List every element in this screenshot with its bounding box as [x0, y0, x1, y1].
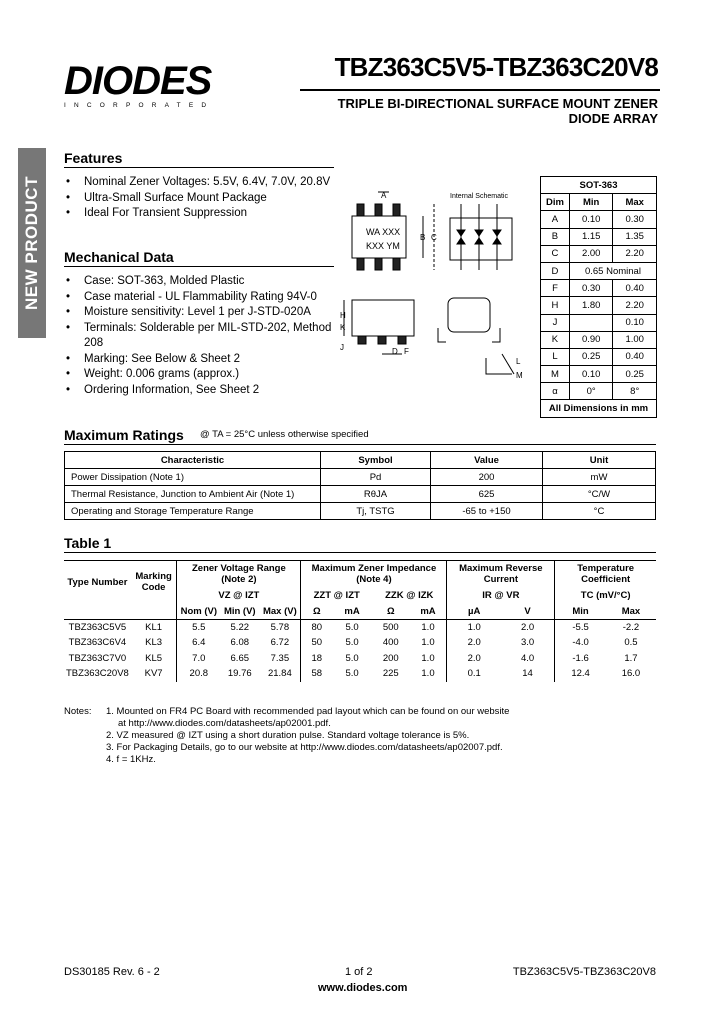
sot-row — [541, 297, 657, 314]
sot-cell — [569, 314, 613, 331]
mr-cell: Pd — [321, 469, 431, 486]
features-title: Features — [64, 150, 123, 166]
dim-label-l: L — [516, 357, 521, 366]
mechanical-item: • Marking: See Below & Sheet 2 — [64, 352, 344, 368]
title-rule — [300, 89, 660, 91]
t1-cell: 1.7 — [624, 652, 638, 664]
feature-item: • Ultra-Small Surface Mount Package — [64, 191, 354, 207]
footer-website-link[interactable]: www.diodes.com — [318, 982, 408, 994]
sot-cell: K — [541, 331, 570, 348]
t1-unit: Min (V) — [220, 604, 259, 620]
dim-label-a: A — [381, 191, 387, 200]
t1-head-zener-sub: VZ @ IZT — [177, 587, 301, 604]
sot-row — [541, 366, 657, 383]
sot-cell: 0.25 — [613, 366, 657, 383]
sot-cell: 0.30 — [569, 280, 613, 297]
t1-cell: -1.6 — [555, 651, 606, 667]
sot-cell: H — [541, 297, 570, 314]
sot-cell: 0.40 — [613, 348, 657, 365]
mr-row — [65, 486, 656, 503]
t1-cell: 20.8 — [177, 666, 220, 682]
t1-unit: Ω — [301, 604, 332, 620]
mr-cell: °C/W — [543, 486, 656, 503]
sot-row — [541, 280, 657, 297]
t1-cell: 6.4 — [177, 635, 220, 651]
t1-cell: 5.0 — [345, 637, 359, 649]
t1-cell: 400 — [382, 637, 399, 649]
mechanical-item: • Weight: 0.006 grams (approx.) — [64, 367, 344, 383]
dim-label-d: D — [392, 347, 398, 356]
t1-cell: 5.0 — [345, 668, 359, 680]
t1-head-impedance: Maximum Zener Impedance (Note 4) — [301, 561, 447, 587]
t1-cell: 1.0 — [421, 637, 435, 649]
sot-head-max: Max — [613, 194, 657, 211]
mechanical-item: • Ordering Information, See Sheet 2 — [64, 383, 344, 399]
t1-cell: TBZ363C6V4 — [68, 637, 127, 649]
sot-cell: 2.20 — [613, 297, 657, 314]
footer-page-number: 1 of 2 — [345, 966, 373, 978]
sot-title: SOT-363 — [541, 177, 657, 194]
sot-row — [541, 348, 657, 365]
mr-cell: °C — [543, 503, 656, 520]
table1 — [64, 560, 656, 682]
t1-cell: 4.0 — [520, 652, 535, 664]
t1-cell: 5.0 — [345, 652, 359, 664]
t1-cell: 500 — [382, 622, 399, 633]
dim-label-j: J — [340, 343, 344, 352]
t1-cell: 6.72 — [270, 637, 290, 649]
t1-cell: 5.78 — [270, 622, 290, 633]
sot-cell: 0.10 — [569, 211, 613, 228]
t1-unit: mA — [332, 604, 372, 620]
sot-row — [541, 245, 657, 262]
feature-item: • Ideal For Transient Suppression — [64, 206, 354, 222]
sot-cell: 0.10 — [613, 314, 657, 331]
note-item: at http://www.diodes.com/datasheets/ap02001.pdf. — [118, 718, 331, 729]
mr-head-value: Value — [431, 452, 543, 469]
t1-cell: 2.0 — [447, 651, 501, 667]
t1-cell: 6.08 — [230, 637, 250, 649]
t1-cell: 2.0 — [447, 635, 501, 651]
t1-head-marking: Marking Code — [131, 561, 177, 604]
mechanical-rule — [64, 266, 334, 267]
t1-head-reverse-sub: IR @ VR — [447, 587, 555, 604]
max-ratings-title: Maximum Ratings — [64, 427, 184, 443]
sot-row — [541, 228, 657, 245]
t1-head-type: Type Number — [64, 561, 131, 604]
features-list — [64, 175, 354, 222]
sot-cell: M — [541, 366, 570, 383]
mechanical-item: • Terminals: Solderable per MIL-STD-202, Method 208 — [64, 321, 344, 352]
t1-cell: TBZ363C7V0 — [68, 652, 127, 664]
t1-cell: 18 — [301, 651, 332, 667]
dim-label-m: M — [516, 371, 523, 380]
mechanical-item: • Moisture sensitivity: Level 1 per J-STD-020A — [64, 305, 344, 321]
t1-head-temp: Temperature Coefficient — [555, 561, 656, 587]
table-row — [64, 620, 656, 636]
t1-unit: V — [501, 604, 555, 620]
t1-cell: 7.35 — [270, 652, 290, 664]
mr-cell: Thermal Resistance, Junction to Ambient Air (Note 1) — [65, 486, 321, 503]
note-item: 3. For Packaging Details, go to our website at http://www.diodes.com/datasheets/ap02007.pdf. — [106, 742, 503, 753]
t1-head-zzk: ZZK @ IZK — [385, 589, 434, 601]
sot-row — [541, 211, 657, 228]
mr-cell: Tj, TSTG — [321, 503, 431, 520]
sot-cell: 1.80 — [569, 297, 613, 314]
note-item: 2. VZ measured @ IZT using a short duration pulse. Standard voltage tolerance is 5%. — [106, 730, 470, 741]
schematic-label: Internal Schematic — [450, 193, 508, 200]
sot-head-min: Min — [569, 194, 613, 211]
sot-cell: 2.20 — [613, 245, 657, 262]
t1-cell: 2.0 — [520, 622, 535, 633]
table1-rule — [64, 552, 656, 553]
sot-row — [541, 314, 657, 331]
t1-cell: 3.0 — [520, 637, 535, 649]
t1-cell: 7.0 — [177, 651, 220, 667]
t1-head-reverse: Maximum Reverse Current — [447, 561, 555, 587]
mechanical-title: Mechanical Data — [64, 249, 174, 265]
t1-cell: TBZ363C5V5 — [68, 622, 127, 633]
t1-cell: -5.5 — [555, 620, 606, 636]
mr-head-symbol: Symbol — [321, 452, 431, 469]
max-ratings-rule — [64, 444, 656, 445]
sot-cell: 0.30 — [613, 211, 657, 228]
t1-cell: 14 — [522, 668, 533, 680]
t1-cell: TBZ363C20V8 — [66, 668, 129, 680]
t1-cell: -4.0 — [555, 635, 606, 651]
internal-schematic-diagram — [450, 204, 512, 270]
sot-cell: 0.65 Nominal — [569, 262, 656, 279]
sot-cell: J — [541, 314, 570, 331]
sot-row — [541, 383, 657, 400]
note-item: 1. Mounted on FR4 PC Board with recommended pad layout which can be found on our website — [106, 706, 510, 717]
t1-cell: 80 — [301, 620, 332, 636]
t1-cell: 16.0 — [621, 668, 641, 680]
t1-cell: 1.0 — [421, 668, 435, 680]
subtitle-line1: TRIPLE BI-DIRECTIONAL SURFACE MOUNT ZENER — [337, 96, 658, 111]
t1-cell: 1.0 — [447, 620, 501, 636]
dim-label-k: K — [340, 323, 346, 332]
sot-cell: 1.00 — [613, 331, 657, 348]
features-rule — [64, 167, 334, 168]
t1-head-zzt: ZZT @ IZT — [301, 587, 372, 604]
notes-list — [106, 706, 666, 766]
mr-head-characteristic: Characteristic — [65, 452, 321, 469]
sot363-dimension-table — [540, 176, 657, 418]
t1-cell: 1.0 — [421, 652, 435, 664]
dim-label-f: F — [404, 347, 409, 356]
t1-cell: 12.4 — [555, 666, 606, 682]
subtitle-line2: DIODE ARRAY — [568, 111, 658, 126]
sot-cell: C — [541, 245, 570, 262]
t1-cell: KL5 — [145, 652, 163, 664]
t1-unit: Max (V) — [259, 604, 301, 620]
t1-cell: 19.76 — [227, 668, 252, 680]
diodes-logo — [64, 59, 224, 112]
sot-cell: F — [541, 280, 570, 297]
mr-cell: Operating and Storage Temperature Range — [65, 503, 321, 520]
t1-cell: 21.84 — [267, 668, 292, 680]
t1-unit: Ω — [372, 604, 410, 620]
side-view — [344, 300, 414, 354]
t1-cell: 5.5 — [177, 620, 220, 636]
mechanical-item: • Case material - UL Flammability Rating 94V-0 — [64, 290, 344, 306]
note-item: 4. f = 1KHz. — [106, 754, 156, 765]
sot-row — [541, 331, 657, 348]
marking-line2: KXX YM — [366, 241, 400, 251]
t1-unit: Min — [555, 604, 606, 620]
footer-part-number: TBZ363C5V5-TBZ363C20V8 — [512, 966, 656, 978]
page-title: TBZ363C5V5-TBZ363C20V8 — [334, 52, 658, 82]
logo-word: DIODES — [64, 59, 212, 103]
feature-item: • Nominal Zener Voltages: 5.5V, 6.4V, 7.0V, 20.8V — [64, 175, 354, 191]
sot-cell: B — [541, 228, 570, 245]
mr-row — [65, 503, 656, 520]
notes-label: Notes: — [64, 706, 92, 717]
t1-cell: -2.2 — [622, 622, 640, 633]
dim-label-b: B — [420, 233, 426, 242]
sot-cell: 0° — [569, 383, 613, 400]
mr-cell: 625 — [431, 486, 543, 503]
sot-cell: α — [541, 383, 570, 400]
t1-cell: 58 — [301, 666, 332, 682]
table-row — [64, 651, 656, 667]
footer-doc-number: DS30185 Rev. 6 - 2 — [64, 966, 160, 978]
mr-cell: -65 to +150 — [431, 503, 543, 520]
sot-cell: L — [541, 348, 570, 365]
t1-cell: KL1 — [145, 622, 163, 633]
t1-cell: 50 — [301, 635, 332, 651]
table-row — [64, 666, 656, 682]
mr-cell: Power Dissipation (Note 1) — [65, 469, 321, 486]
new-product-banner — [18, 148, 46, 338]
t1-cell: 5.0 — [345, 622, 359, 633]
mr-cell: 200 — [431, 469, 543, 486]
t1-cell: KV7 — [144, 668, 163, 680]
sot-cell: 0.10 — [569, 366, 613, 383]
mechanical-list — [64, 274, 344, 398]
t1-head-zener: Zener Voltage Range (Note 2) — [177, 561, 301, 587]
sot-cell: 1.15 — [569, 228, 613, 245]
sot-cell: D — [541, 262, 570, 279]
max-ratings-table — [64, 451, 656, 520]
sot-cell: 8° — [613, 383, 657, 400]
t1-unit: mA — [410, 604, 447, 620]
table-row — [64, 635, 656, 651]
t1-unit: Max — [606, 604, 656, 620]
sot-head-dim: Dim — [541, 194, 570, 211]
sot-cell: 1.35 — [613, 228, 657, 245]
t1-cell: 6.65 — [230, 652, 250, 664]
mr-row — [65, 469, 656, 486]
t1-cell: 200 — [382, 652, 399, 664]
t1-cell: 225 — [382, 668, 399, 680]
t1-unit: Nom (V) — [177, 604, 220, 620]
max-ratings-condition: @ TA = 25°C unless otherwise specified — [200, 429, 369, 440]
dim-label-c: C — [431, 233, 437, 242]
end-view — [438, 298, 514, 374]
table1-title: Table 1 — [64, 535, 112, 551]
sot-cell: 0.25 — [569, 348, 613, 365]
sot-cell: 2.00 — [569, 245, 613, 262]
sot-cell: 0.90 — [569, 331, 613, 348]
marking-line1: WA XXX — [366, 227, 401, 237]
t1-cell: KL3 — [145, 637, 163, 649]
mr-head-unit: Unit — [543, 452, 656, 469]
sot-cell: 0.40 — [613, 280, 657, 297]
dim-label-h: H — [340, 311, 346, 320]
sot-row — [541, 262, 657, 279]
t1-cell: 5.22 — [230, 622, 250, 633]
mr-cell: mW — [543, 469, 656, 486]
logo-sub: INCORPORATED — [64, 102, 215, 109]
sot-cell: A — [541, 211, 570, 228]
new-product-text: NEW PRODUCT — [22, 176, 42, 310]
mechanical-item: • Case: SOT-363, Molded Plastic — [64, 274, 344, 290]
t1-cell: 1.0 — [421, 622, 435, 633]
t1-cell: 0.5 — [624, 637, 638, 649]
package-diagram — [338, 178, 538, 410]
t1-cell: 0.1 — [447, 666, 501, 682]
t1-head-temp-sub: TC (mV/°C) — [555, 587, 656, 604]
sot-footer: All Dimensions in mm — [541, 400, 657, 417]
t1-unit: µA — [447, 604, 501, 620]
mr-cell: RθJA — [321, 486, 431, 503]
